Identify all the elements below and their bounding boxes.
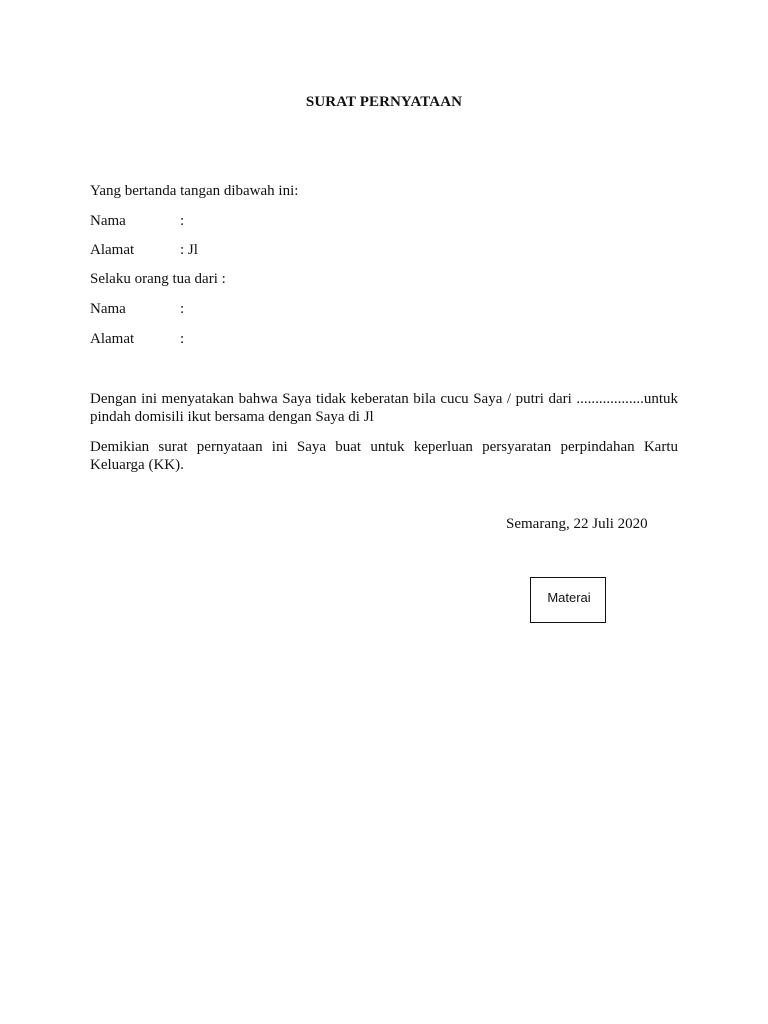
signer-address-label: Alamat [90, 242, 135, 258]
child-name-value: : [180, 301, 185, 317]
signer-name-value: : [180, 213, 185, 229]
signer-address-value: : Jl [180, 242, 198, 258]
signer-name-label: Nama [90, 213, 126, 229]
intro-line: Yang bertanda tangan dibawah ini: [90, 183, 299, 199]
child-address-label: Alamat [90, 331, 135, 347]
purpose-paragraph: Demikian surat pernyataan ini Saya buat untuk keperluan persyaratan perpindahan Kartu Keluarga (KK). [90, 439, 678, 473]
child-name-label: Nama [90, 301, 126, 317]
place-date: Semarang, 22 Juli 2020 [506, 516, 648, 532]
statement-paragraph: Dengan ini menyatakan bahwa Saya tidak keberatan bila cucu Saya / putri dari ..................untuk pindah domisili ikut bersama dengan Saya di Jl [90, 391, 678, 425]
child-address-value: : [180, 331, 185, 347]
stamp-box [530, 577, 606, 623]
relation-line: Selaku orang tua dari : [90, 271, 226, 287]
stamp-label: Materai [547, 590, 591, 605]
document-title: SURAT PERNYATAAN [305, 94, 463, 110]
